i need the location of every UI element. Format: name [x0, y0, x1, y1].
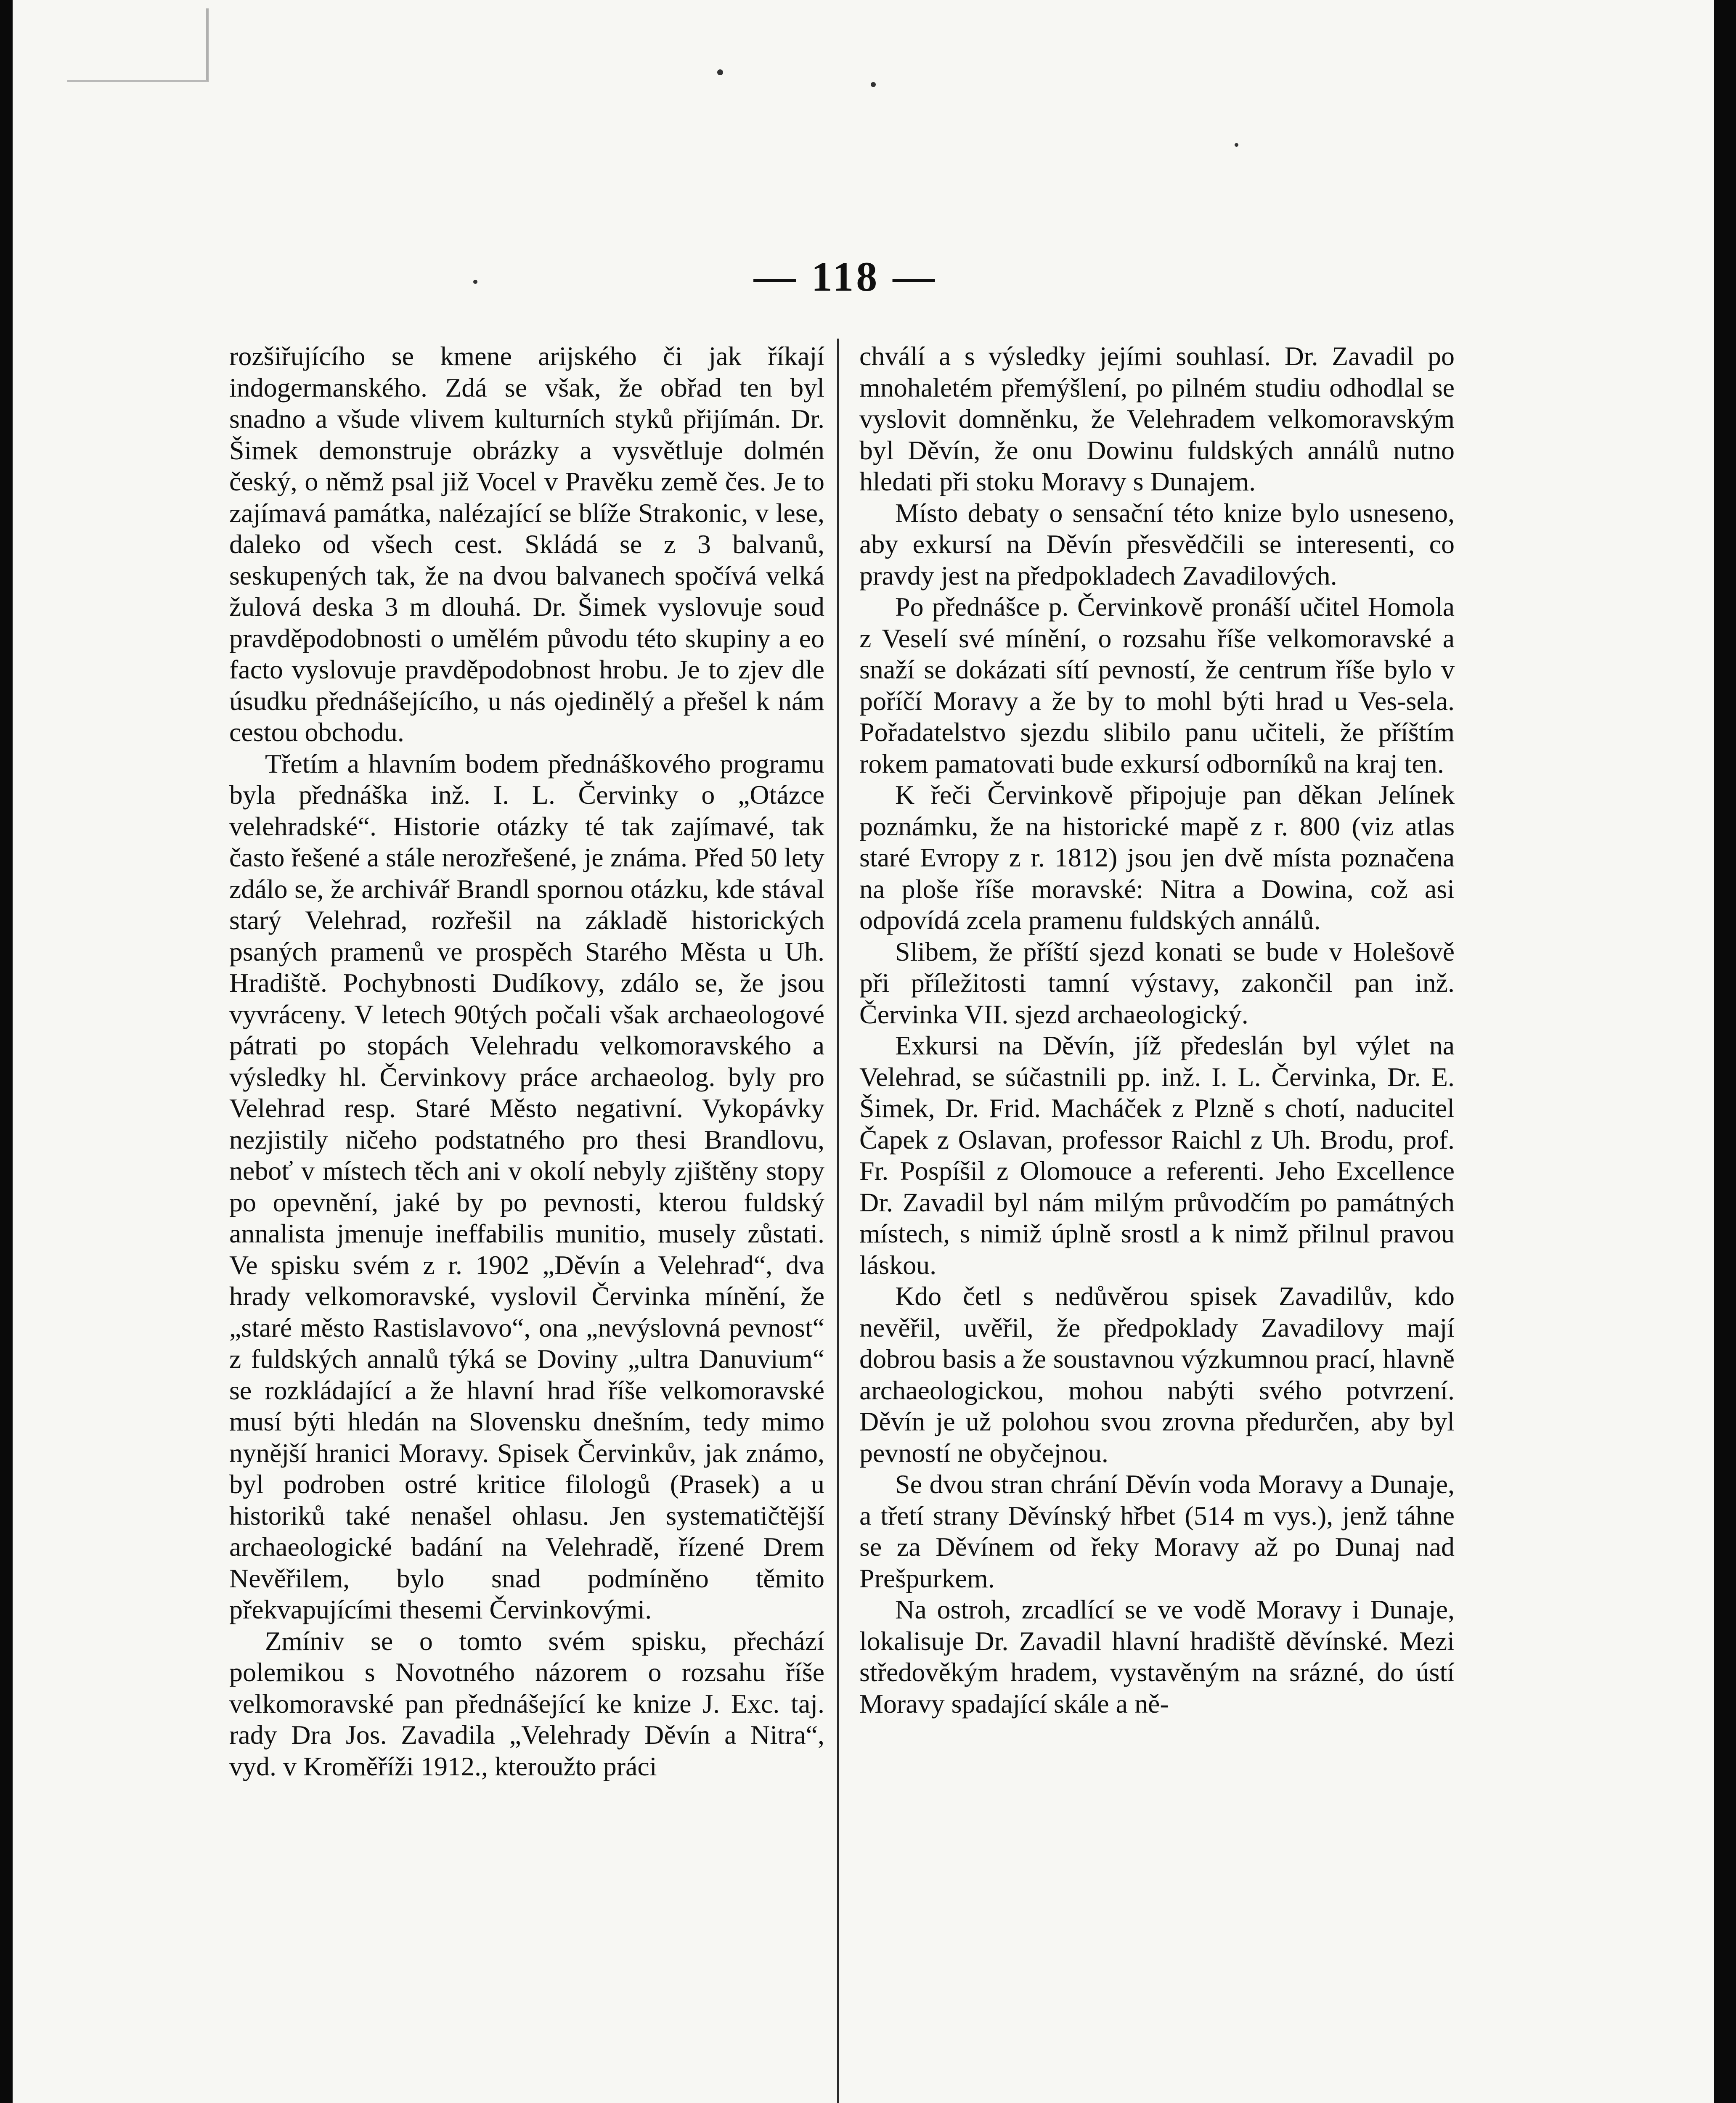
scan-corner-mark — [67, 8, 209, 82]
column-divider — [837, 339, 839, 2103]
paragraph: Zmíniv se o tomto svém spisku, přechází polemikou s Novotného názorem o rozsahu říše velkomoravské pan přednášející ke knize J. Exc. taj. rady Dra Jos. Zavadila „Velehrady Děvín a Nitra“, vyd. v Kroměříži 1912., kteroužto práci — [229, 1626, 824, 1781]
paragraph: rozšiřujícího se kmene arijského či jak říkají indogermanského. Zdá se však, že obřad ten byl snadno a všude vlivem kulturních styků přijímán. Dr. Šimek demonstruje obrázky a vysvětluje dolmén český, o němž psal již Vocel v Pravěku země čes. Je to zajímavá památka, nalézající se blíže Strakonic, v lese, daleko od všech cest. Skládá se z 3 balvanů, seskupených tak, že na dvou balvanech spočívá velká žulová deska 3 m dlouhá. Dr. Šimek vyslovuje soud pravděpodobnosti o umělém původu této skupiny a eo facto vyslovuje pravděpodobnost hrobu. Je to zjev dle úsudku přednášejícího, u nás ojedinělý a přešel k nám cestou obchodu. — [229, 341, 824, 747]
text-column-left — [229, 341, 824, 2103]
text-column-right — [859, 341, 1455, 2103]
paragraph: Exkursi na Děvín, jíž předeslán byl výlet na Velehrad, se súčastnili pp. inž. I. L. Červinka, Dr. E. Šimek, Dr. Frid. Macháček z Plzně s chotí, naducitel Čapek z Oslavan, professor Raichl z Uh. Brodu, prof. Fr. Pospíšil z Olomouce a referenti. Jeho Excellence Dr. Zavadil byl nám milým průvodčím po památných místech, s nimiž úplně srostl a k nimž přilnul pravou láskou. — [859, 1030, 1455, 1280]
paragraph: Po přednášce p. Červinkově pronáší učitel Homola z Veselí své mínění, o rozsahu říše velkomoravské a snaží se dokázati sítí pevností, že centrum říše bylo v poříčí Moravy a že by to mohl býti hrad u Ves-sela. Pořadatelstvo sjezdu slibilo panu učiteli, že příštím rokem pamatovati bude exkursí odborníků na kraj ten. — [859, 592, 1455, 779]
page-number: — 118 — — [753, 253, 938, 300]
paragraph: Třetím a hlavním bodem přednáškového programu byla přednáška inž. I. L. Červinky o „Otázce velehradské“. Historie otázky té tak zajímavé, tak často řešené a stále nerozřešené, je známa. Před 50 lety zdálo se, že archivář Brandl spornou otázku, kde stával starý Velehrad, rozřešil na základě historických psaných pramenů ve prospěch Starého Města u Uh. Hradiště. Pochybnosti Dudíkovy, zdálo se, že jsou vyvráceny. V letech 90tých počali však archaeologové pátrati po stopách Velehradu velkomoravského a výsledky hl. Červinkovy práce archaeolog. byly pro Velehrad resp. Staré Město negativní. Vykopávky nezjistily ničeho podstatného pro thesi Brandlovu, neboť v místech těch ani v okolí nebyly zjištěny stopy po opevnění, jaké by po pevnosti, kterou fuldský annalista jmenuje ineffabilis munitio, musely zůstati. Ve spisku svém z r. 1902 „Děvín a Velehrad“, dva hrady velkomoravské, vyslovil Červinka mínění, že „staré město Rastislavovo“, ona „nevýslovná pevnost“ z fuldských annalů týká se Doviny „ultra Danuvium“ se rozkládající a že hlavní hrad říše velkomoravské musí býti hledán na Slovensku dnešním, tedy mimo nynější hranici Moravy. Spisek Červinkův, jak známo, byl podroben ostré kritice filologů (Prasek) a u historiků také nenašel ohlasu. Jen systematičtější archaeologické badání na Velehradě, řízené Drem Nevěřilem, bylo snad podmíněno těmito překvapujícími thesemi Červinkovými. — [229, 748, 824, 1624]
scan-speck — [473, 280, 477, 284]
scan-border-right — [1714, 0, 1736, 2103]
scan-speck — [1235, 143, 1238, 147]
paragraph: K řeči Červinkově připojuje pan děkan Jelínek poznámku, že na historické mapě z r. 800 (viz atlas staré Evropy z r. 1812) jsou jen dvě místa poznačena na ploše říše moravské: Nitra a Dowina, což asi odpovídá zcela pramenu fuldských annálů. — [859, 780, 1455, 935]
paragraph: chválí a s výsledky jejími souhlasí. Dr. Zavadil po mnohaletém přemýšlení, po pilném studiu odhodlal se vyslovit domněnku, že Velehradem velkomoravským byl Děvín, že onu Dowinu fuldských annálů nutno hledati při stoku Moravy s Dunajem. — [859, 341, 1455, 496]
paragraph: Místo debaty o sensační této knize bylo usneseno, aby exkursí na Děvín přesvědčili se interesenti, co pravdy jest na předpokladech Zavadilových. — [859, 498, 1455, 591]
paragraph: Se dvou stran chrání Děvín voda Moravy a Dunaje, a třetí strany Děvínský hřbet (514 m vys.), jenž táhne se za Děvínem od řeky Moravy až po Dunaj nad Prešpurkem. — [859, 1469, 1455, 1593]
paragraph: Na ostroh, zrcadlící se ve vodě Moravy i Dunaje, lokalisuje Dr. Zavadil hlavní hradiště děvínské. Mezi středověkým hradem, vystavěným na srázné, do ústí Moravy spadající skále a ně- — [859, 1594, 1455, 1719]
paragraph: Slibem, že příští sjezd konati se bude v Holešově při příležitosti tamní výstavy, zakončil pan inž. Červinka VII. sjezd archaeologický. — [859, 936, 1455, 1029]
scan-speck — [871, 82, 876, 87]
scan-border-left — [0, 0, 13, 2103]
paragraph: Kdo četl s nedůvěrou spisek Zavadilův, kdo nevěřil, uvěřil, že předpoklady Zavadilovy mají dobrou basis a že soustavnou výzkumnou prací, hlavně archaeologickou, mohou nabýti svého potvrzení. Děvín je už polohou svou zrovna předurčen, aby byl pevností ne obyčejnou. — [859, 1281, 1455, 1468]
scan-speck — [717, 69, 723, 75]
